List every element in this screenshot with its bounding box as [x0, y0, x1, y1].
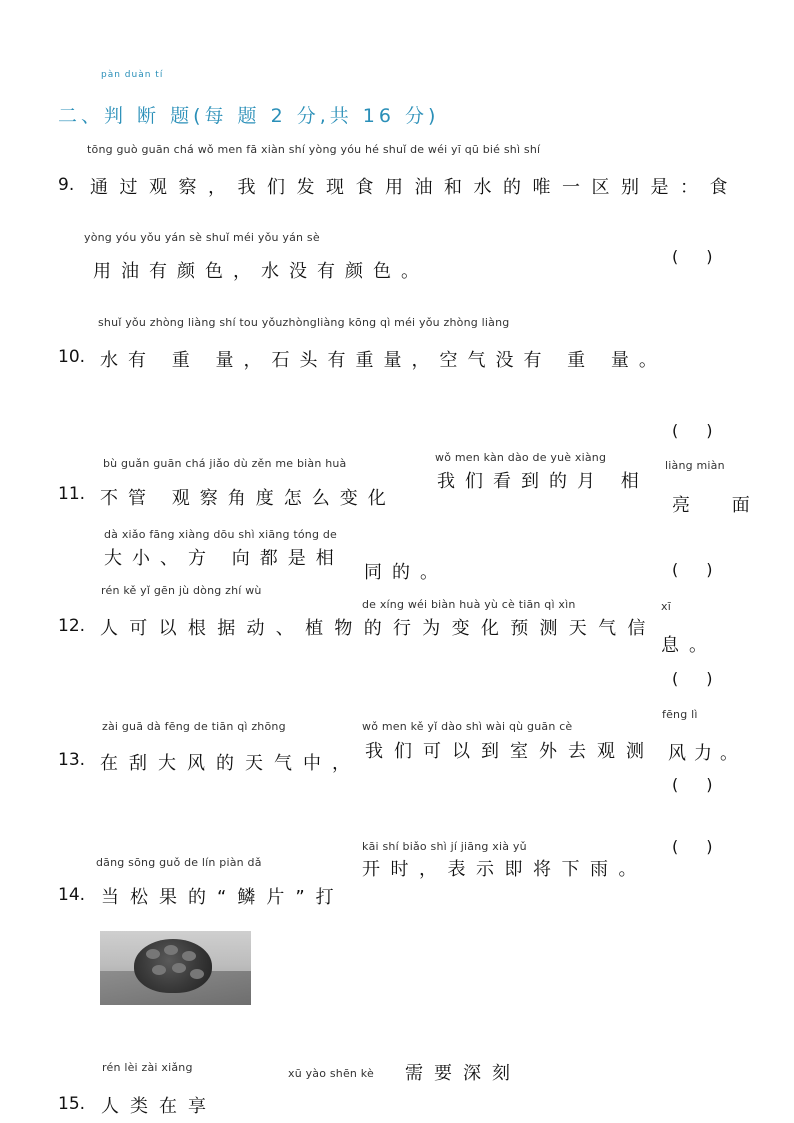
q10-answer-blank[interactable]: (): [672, 421, 741, 440]
q15-pinyin-a: rén lèi zài xiǎng: [102, 1061, 193, 1074]
q11-pinyin-b: wǒ men kàn dào de yuè xiàng: [435, 451, 607, 464]
q11-text-d: 大小、方 向都是相: [104, 548, 344, 569]
q15-text-b: 需要深刻: [405, 1063, 521, 1084]
q14-pinyin-b: kāi shí biǎo shì jí jiāng xià yǔ: [362, 840, 527, 853]
pinecone-photo: [100, 931, 251, 1005]
q13-answer-blank[interactable]: (): [672, 775, 741, 794]
q11-text-c: 亮 面: [672, 495, 768, 516]
q13-pinyin-b: wǒ men kě yǐ dào shì wài qù guān cè: [362, 720, 573, 733]
section-pinyin: pàn duàn tí: [101, 70, 164, 80]
pinecone-scale: [164, 945, 178, 955]
q13-number: 13.: [58, 750, 86, 770]
pinecone-scale: [172, 963, 186, 973]
q9-pinyin-line1: tōng guò guān chá wǒ men fā xiàn shí yòng yóu hé shuǐ de wéi yī qū bié shì shí: [87, 143, 541, 156]
q9-answer-blank[interactable]: (): [672, 247, 741, 266]
q9-text-line1: 通过观察，我们发现食用油和水的唯一区别是：食: [90, 177, 739, 198]
q14-number: 14.: [58, 885, 86, 905]
q9-number: 9.: [58, 175, 75, 195]
q13-text-b: 我们可以到室外去观测: [365, 741, 655, 762]
q11-answer-blank[interactable]: (): [672, 560, 741, 579]
q14-text-b: 开时，表示即将下雨。: [362, 859, 647, 880]
q15-number: 15.: [58, 1094, 86, 1114]
q11-number: 11.: [58, 484, 86, 504]
section-title: 二、判 断 题(每 题 2 分,共 16 分): [58, 105, 440, 127]
pinecone-scale: [182, 951, 196, 961]
q10-number: 10.: [58, 347, 86, 367]
q11-text-e: 同的。: [364, 562, 448, 583]
pinecone-scale: [152, 965, 166, 975]
q15-text-a: 人类在享: [101, 1096, 217, 1117]
q13-pinyin-a: zài guā dà fēng de tiān qì zhōng: [102, 720, 286, 733]
q12-pinyin-b: de xíng wéi biàn huà yù cè tiān qì xìn: [362, 598, 576, 611]
pinecone-scale: [190, 969, 204, 979]
q14-answer-blank[interactable]: (): [672, 837, 741, 856]
q12-pinyin-a: rén kě yǐ gēn jù dòng zhí wù: [101, 584, 262, 597]
q11-pinyin-c: liàng miàn: [665, 459, 725, 472]
q12-answer-blank[interactable]: (): [672, 669, 741, 688]
q12-number: 12.: [58, 616, 86, 636]
q14-pinyin-a: dāng sōng guǒ de lín piàn dǎ: [96, 856, 262, 869]
q12-text-c: 息。: [661, 635, 717, 656]
q11-pinyin-d: dà xiǎo fāng xiàng dōu shì xiāng tóng de: [104, 528, 338, 541]
q13-text-a: 在刮大风的天气中，: [100, 753, 361, 774]
q10-pinyin: shuǐ yǒu zhòng liàng shí tou yǒuzhòngliàng kōng qì méi yǒu zhòng liàng: [98, 316, 510, 329]
q12-text: 人可以根据动、植物的行为变化预测天气信: [100, 618, 657, 639]
q13-pinyin-c: fēng lì: [662, 708, 698, 721]
q11-text-a: 不管 观察角度怎么变化: [100, 488, 396, 509]
q11-pinyin-a: bù guǎn guān chá jiǎo dù zěn me biàn huà: [103, 457, 347, 470]
q9-text-line2: 用油有颜色，水没有颜色。: [93, 261, 429, 282]
q9-pinyin-line2: yòng yóu yǒu yán sè shuǐ méi yǒu yán sè: [84, 231, 320, 244]
q11-text-a-clip: [100, 484, 430, 509]
q10-text: 水有 重 量，石头有重量，空气没有 重 量。: [100, 350, 667, 371]
q13-text-c: 风力。: [668, 743, 746, 764]
q15-pinyin-b: xū yào shēn kè: [288, 1067, 374, 1080]
q14-text-a: 当松果的“鳞片”打: [101, 887, 345, 908]
pinecone-scale: [146, 949, 160, 959]
q12-pinyin-c: xī: [661, 600, 671, 613]
q11-text-b: 我们看到的月 相: [437, 471, 649, 492]
